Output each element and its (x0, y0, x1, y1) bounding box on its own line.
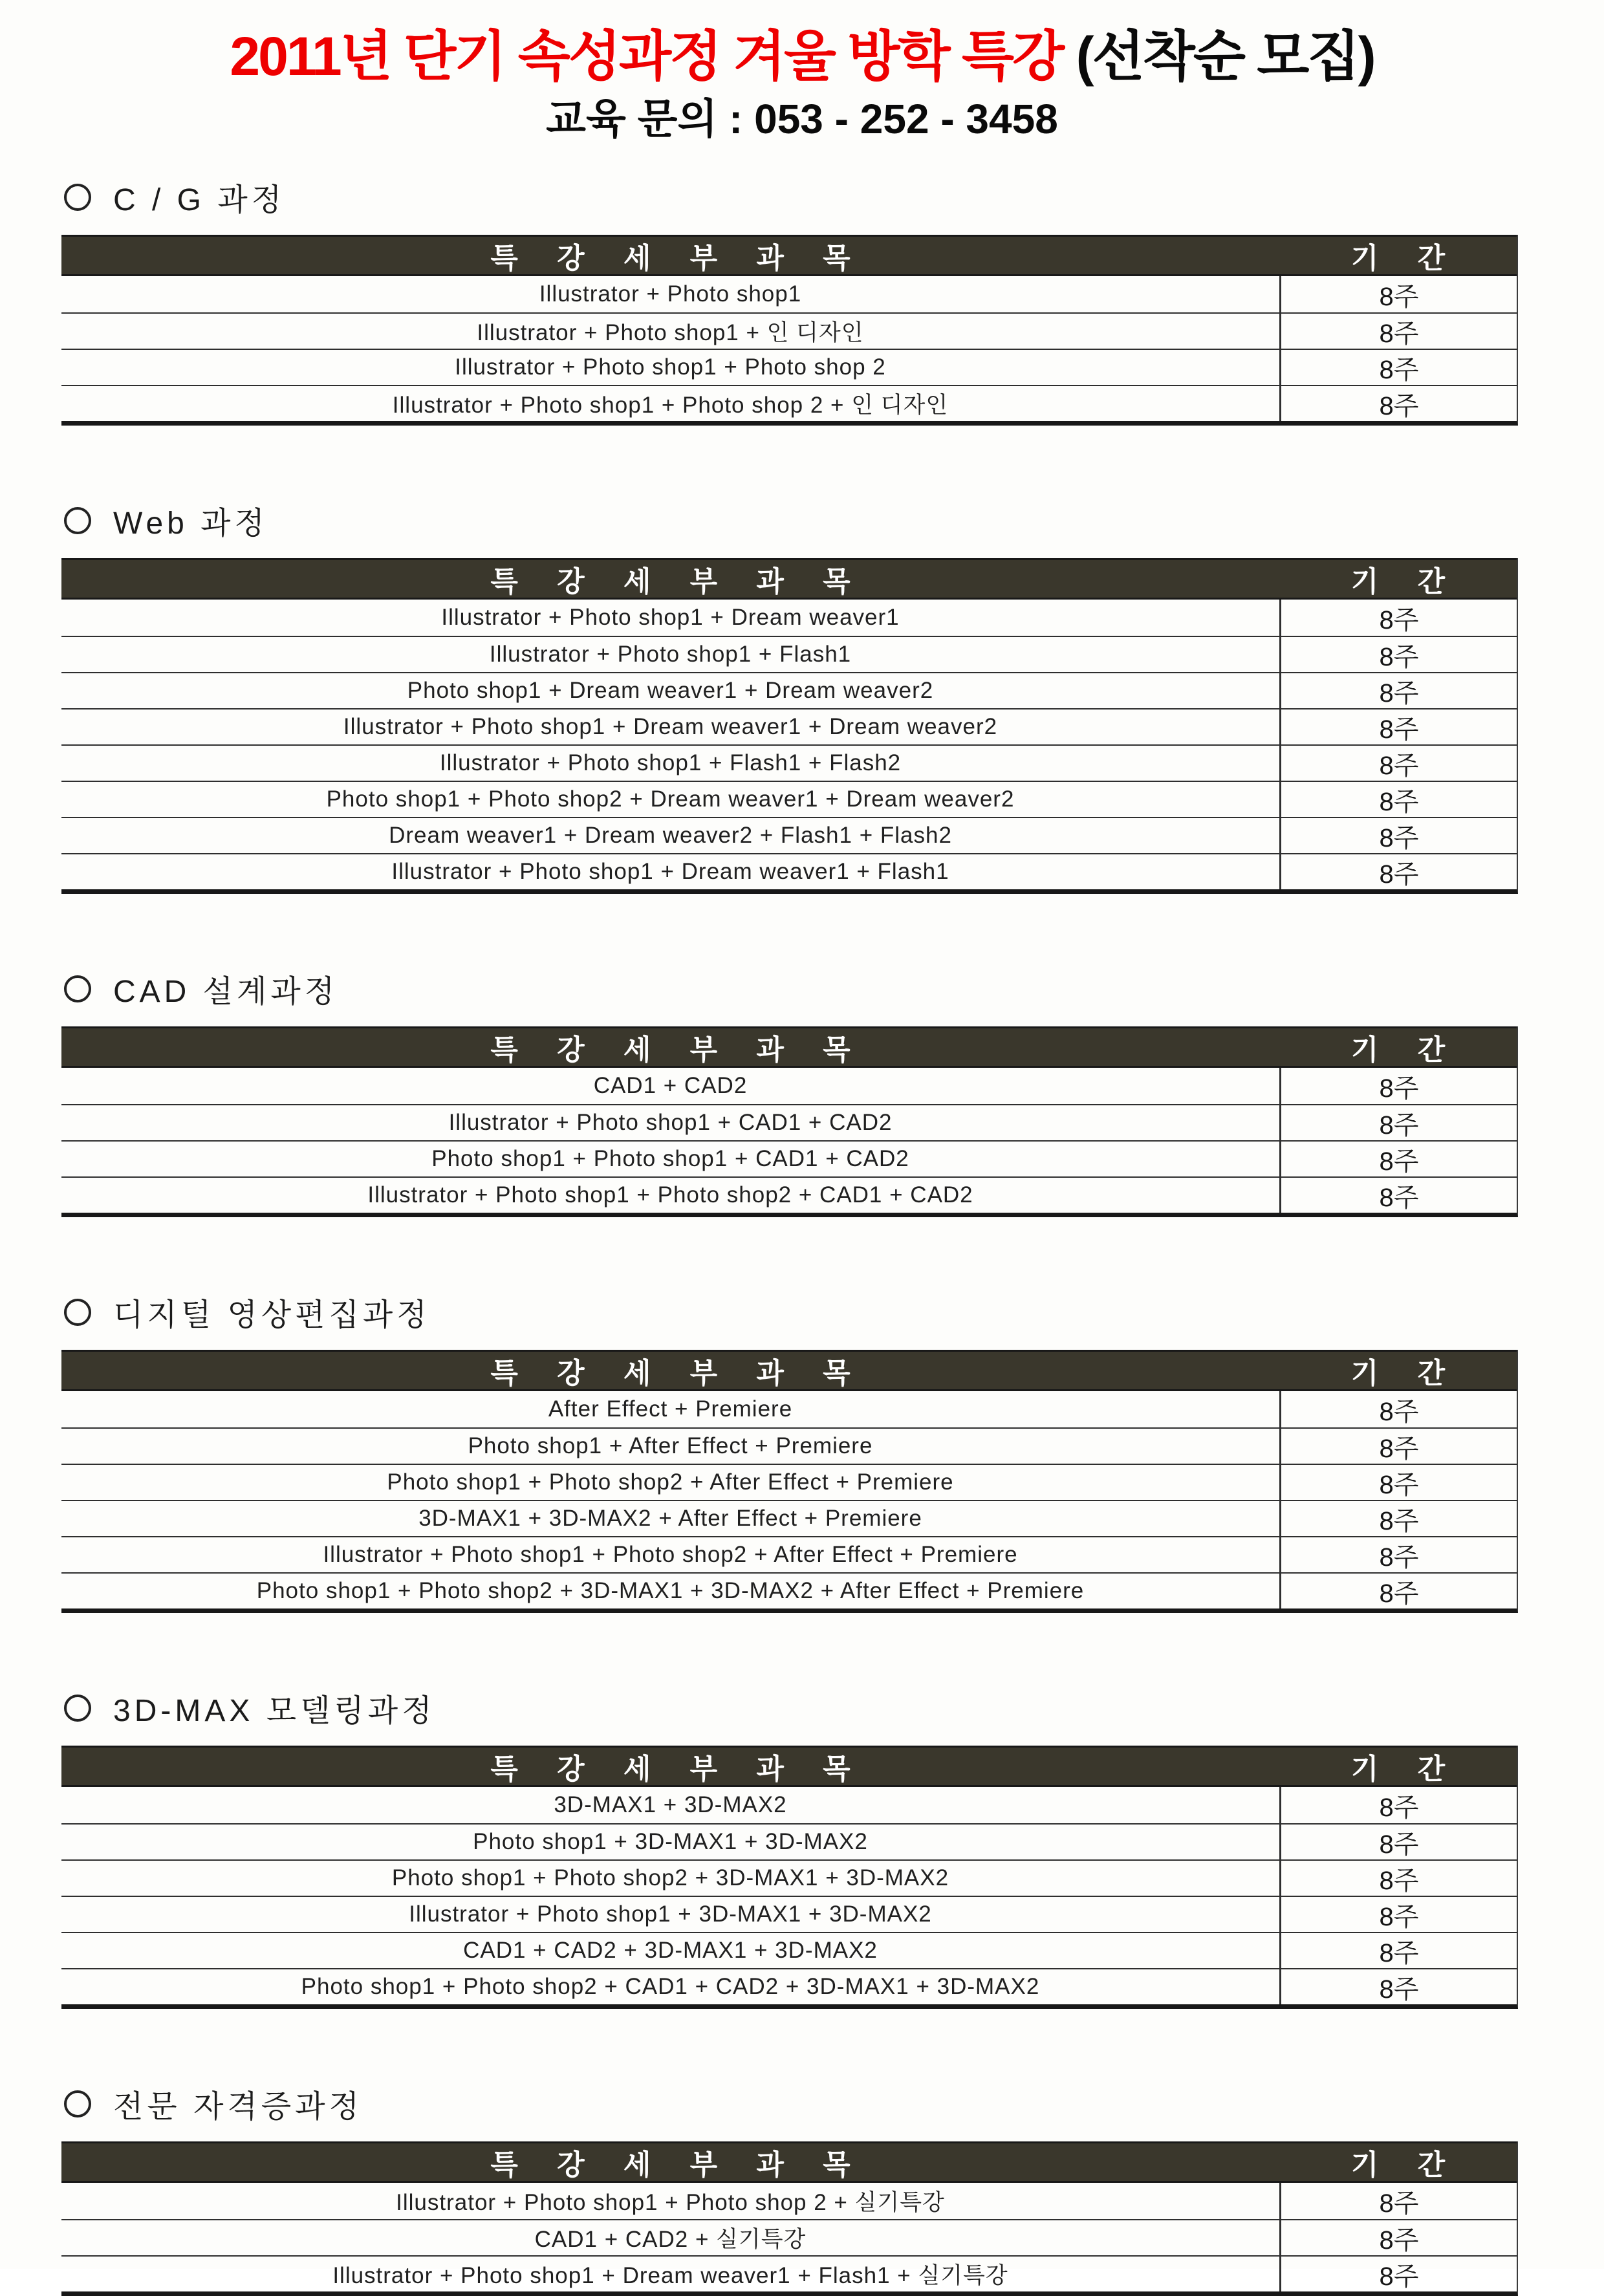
section-label: Web 과정 (113, 506, 268, 541)
period-cell: 8주 (1279, 746, 1517, 781)
subject-cell: Photo shop1 + Photo shop2 + After Effect + Premiere (387, 1469, 954, 1495)
period-cell: 8주 (1279, 1861, 1517, 1896)
circle-bullet-icon (64, 1299, 91, 1326)
subject-cell: Illustrator + Photo shop1 + Dream weaver1 (441, 605, 900, 630)
period-cell: 8주 (1279, 314, 1517, 349)
table-row (61, 312, 1517, 349)
course-table (61, 1746, 1518, 2009)
column-header-subject: 특 강 세 부 과 목 (490, 1034, 866, 1066)
subject-cell: 3D-MAX1 + 3D-MAX2 + After Effect + Premiere (418, 1506, 922, 1531)
column-header-period: 기 간 (1350, 243, 1461, 274)
circle-bullet-icon (64, 2090, 91, 2117)
subject-cell: Illustrator + Photo shop1 + CAD1 + CAD2 (448, 1110, 893, 1135)
subject-cell: CAD1 + CAD2 + 실기특강 (534, 2227, 807, 2252)
table-header-row (61, 1746, 1517, 1787)
period-cell: 8주 (1279, 1933, 1517, 1968)
subject-cell: Dream weaver1 + Dream weaver2 + Flash1 + Flash2 (389, 823, 952, 848)
column-header-period: 기 간 (1350, 566, 1461, 598)
subject-cell: Photo shop1 + After Effect + Premiere (468, 1433, 873, 1458)
subject-cell: Illustrator + Photo shop1 + 3D-MAX1 + 3D-MAX2 (409, 1901, 932, 1927)
table-row (61, 781, 1517, 817)
table-row (61, 1859, 1517, 1896)
subject-cell: CAD1 + CAD2 (593, 1073, 748, 1098)
table-row (61, 1176, 1517, 1213)
table-row (61, 1104, 1517, 1140)
subject-cell: Illustrator + Photo shop1 (539, 281, 802, 307)
table-header-row (61, 235, 1517, 276)
column-header-subject: 특 강 세 부 과 목 (490, 2149, 866, 2181)
subject-cell: After Effect + Premiere (548, 1396, 793, 1422)
period-cell: 8주 (1279, 1897, 1517, 1932)
period-cell: 8주 (1279, 1787, 1517, 1823)
table-header-row (61, 2141, 1517, 2183)
period-cell: 8주 (1279, 600, 1517, 636)
period-cell: 8주 (1279, 854, 1517, 889)
page-title-main: 2011년 단기 속성과정 겨울 방학 특강 (230, 26, 1076, 87)
period-cell: 8주 (1279, 1178, 1517, 1213)
subject-cell: Illustrator + Photo shop1 + Dream weaver1 + Flash1 (391, 859, 949, 884)
period-cell: 8주 (1279, 1429, 1517, 1464)
section-certificate (61, 2081, 1518, 2296)
section-label: 3D-MAX 모델링과정 (113, 1694, 436, 1728)
circle-bullet-icon (64, 184, 91, 211)
period-cell: 8주 (1279, 1501, 1517, 1536)
section-label: 전문 자격증과정 (113, 2090, 363, 2124)
period-cell: 8주 (1279, 818, 1517, 853)
column-header-period: 기 간 (1350, 2149, 1461, 2181)
table-row (61, 636, 1517, 672)
table-row (61, 1823, 1517, 1859)
subject-cell: Photo shop1 + Photo shop2 + CAD1 + CAD2 + 3D-MAX1 + 3D-MAX2 (301, 1974, 1040, 1999)
subject-cell: Illustrator + Photo shop1 + Photo shop2 + CAD1 + CAD2 (367, 1182, 973, 1208)
page-title (0, 22, 1604, 91)
subject-cell: Photo shop1 + Dream weaver1 + Dream weaver2 (407, 678, 934, 703)
table-row (61, 817, 1517, 853)
circle-bullet-icon (64, 507, 91, 534)
table-row (61, 1464, 1517, 1500)
table-row (61, 1968, 1517, 2004)
section-3dmax (61, 1685, 1518, 2009)
subject-cell: CAD1 + CAD2 + 3D-MAX1 + 3D-MAX2 (463, 1938, 878, 1963)
circle-bullet-icon (64, 1695, 91, 1722)
contact-phone: 교육 문의 : 053 - 252 - 3458 (546, 96, 1058, 142)
period-cell: 8주 (1279, 637, 1517, 672)
period-cell: 8주 (1279, 709, 1517, 744)
circle-bullet-icon (64, 975, 91, 1002)
section-heading (64, 175, 1518, 219)
column-header-subject: 특 강 세 부 과 목 (490, 1358, 866, 1389)
period-cell: 8주 (1279, 1068, 1517, 1104)
section-label: 디지털 영상편집과정 (113, 1298, 431, 1332)
period-cell: 8주 (1279, 1825, 1517, 1859)
course-table (61, 235, 1518, 426)
period-cell: 8주 (1279, 2220, 1517, 2255)
section-heading (64, 966, 1518, 1011)
table-row (61, 1427, 1517, 1464)
period-cell: 8주 (1279, 350, 1517, 385)
period-cell: 8주 (1279, 386, 1517, 421)
column-header-period: 기 간 (1350, 1034, 1461, 1066)
table-row (61, 1536, 1517, 1572)
section-label: C / G 과정 (113, 183, 286, 217)
period-cell: 8주 (1279, 1537, 1517, 1572)
subject-cell: 3D-MAX1 + 3D-MAX2 (554, 1792, 787, 1817)
period-cell: 8주 (1279, 1574, 1517, 1608)
table-row (61, 1932, 1517, 1968)
section-heading (64, 498, 1518, 543)
period-cell: 8주 (1279, 1105, 1517, 1140)
subject-cell: Illustrator + Photo shop1 + Photo shop 2 + 실기특강 (396, 2190, 945, 2215)
table-row (61, 1787, 1517, 1823)
section-cg (61, 175, 1518, 426)
subject-cell: Illustrator + Photo shop1 + Dream weaver1 + Dream weaver2 (343, 714, 998, 739)
page-title-suffix: (선착순 모집) (1076, 26, 1374, 87)
section-web (61, 498, 1518, 894)
section-label: CAD 설계과정 (113, 975, 339, 1009)
period-cell: 8주 (1279, 673, 1517, 708)
column-header-period: 기 간 (1350, 1753, 1461, 1785)
subject-cell: Illustrator + Photo shop1 + Photo shop 2 + 인 디자인 (392, 393, 949, 418)
table-row (61, 672, 1517, 708)
table-header-row (61, 1026, 1517, 1068)
column-header-subject: 특 강 세 부 과 목 (490, 1753, 866, 1785)
subject-cell: Photo shop1 + 3D-MAX1 + 3D-MAX2 (473, 1829, 868, 1854)
period-cell: 8주 (1279, 782, 1517, 817)
subject-cell: Illustrator + Photo shop1 + Photo shop2 + After Effect + Premiere (323, 1542, 1018, 1567)
period-cell: 8주 (1279, 2183, 1517, 2219)
subject-cell: Photo shop1 + Photo shop2 + 3D-MAX1 + 3D-MAX2 + After Effect + Premiere (256, 1578, 1085, 1603)
subject-cell: Illustrator + Photo shop1 + 인 디자인 (477, 320, 864, 345)
period-cell: 8주 (1279, 2257, 1517, 2291)
period-cell: 8주 (1279, 1142, 1517, 1176)
section-digital-video (61, 1290, 1518, 1613)
course-table (61, 558, 1518, 894)
table-row (61, 2255, 1517, 2291)
table-row (61, 1896, 1517, 1932)
course-table (61, 1026, 1518, 1217)
subject-cell: Illustrator + Photo shop1 + Photo shop 2 (455, 354, 886, 380)
column-header-subject: 특 강 세 부 과 목 (490, 566, 866, 598)
table-row (61, 744, 1517, 781)
course-table (61, 2141, 1518, 2296)
table-header-row (61, 558, 1517, 600)
section-heading (64, 2081, 1518, 2126)
column-header-subject: 특 강 세 부 과 목 (490, 243, 866, 274)
period-cell: 8주 (1279, 1391, 1517, 1427)
table-row (61, 385, 1517, 421)
subject-cell: Illustrator + Photo shop1 + Dream weaver1 + Flash1 + 실기특강 (332, 2263, 1008, 2288)
table-row (61, 853, 1517, 889)
section-heading (64, 1685, 1518, 1730)
subject-cell: Photo shop1 + Photo shop2 + Dream weaver1 + Dream weaver2 (326, 786, 1015, 812)
subject-cell: Photo shop1 + Photo shop2 + 3D-MAX1 + 3D-MAX2 (391, 1865, 949, 1890)
period-cell: 8주 (1279, 1465, 1517, 1500)
subject-cell: Photo shop1 + Photo shop1 + CAD1 + CAD2 (431, 1146, 909, 1171)
column-header-period: 기 간 (1350, 1358, 1461, 1389)
period-cell: 8주 (1279, 276, 1517, 312)
table-row (61, 2219, 1517, 2255)
subject-cell: Illustrator + Photo shop1 + Flash1 + Flash2 (439, 750, 902, 775)
table-header-row (61, 1350, 1517, 1391)
section-cad (61, 966, 1518, 1217)
table-row (61, 1068, 1517, 1104)
table-row (61, 2183, 1517, 2219)
table-row (61, 708, 1517, 744)
table-row (61, 1500, 1517, 1536)
course-table (61, 1350, 1518, 1613)
table-row (61, 1391, 1517, 1427)
subject-cell: Illustrator + Photo shop1 + Flash1 (489, 642, 852, 667)
table-row (61, 600, 1517, 636)
table-row (61, 276, 1517, 312)
table-row (61, 1140, 1517, 1176)
section-heading (64, 1290, 1518, 1334)
table-row (61, 1572, 1517, 1608)
table-row (61, 349, 1517, 385)
period-cell: 8주 (1279, 1969, 1517, 2004)
